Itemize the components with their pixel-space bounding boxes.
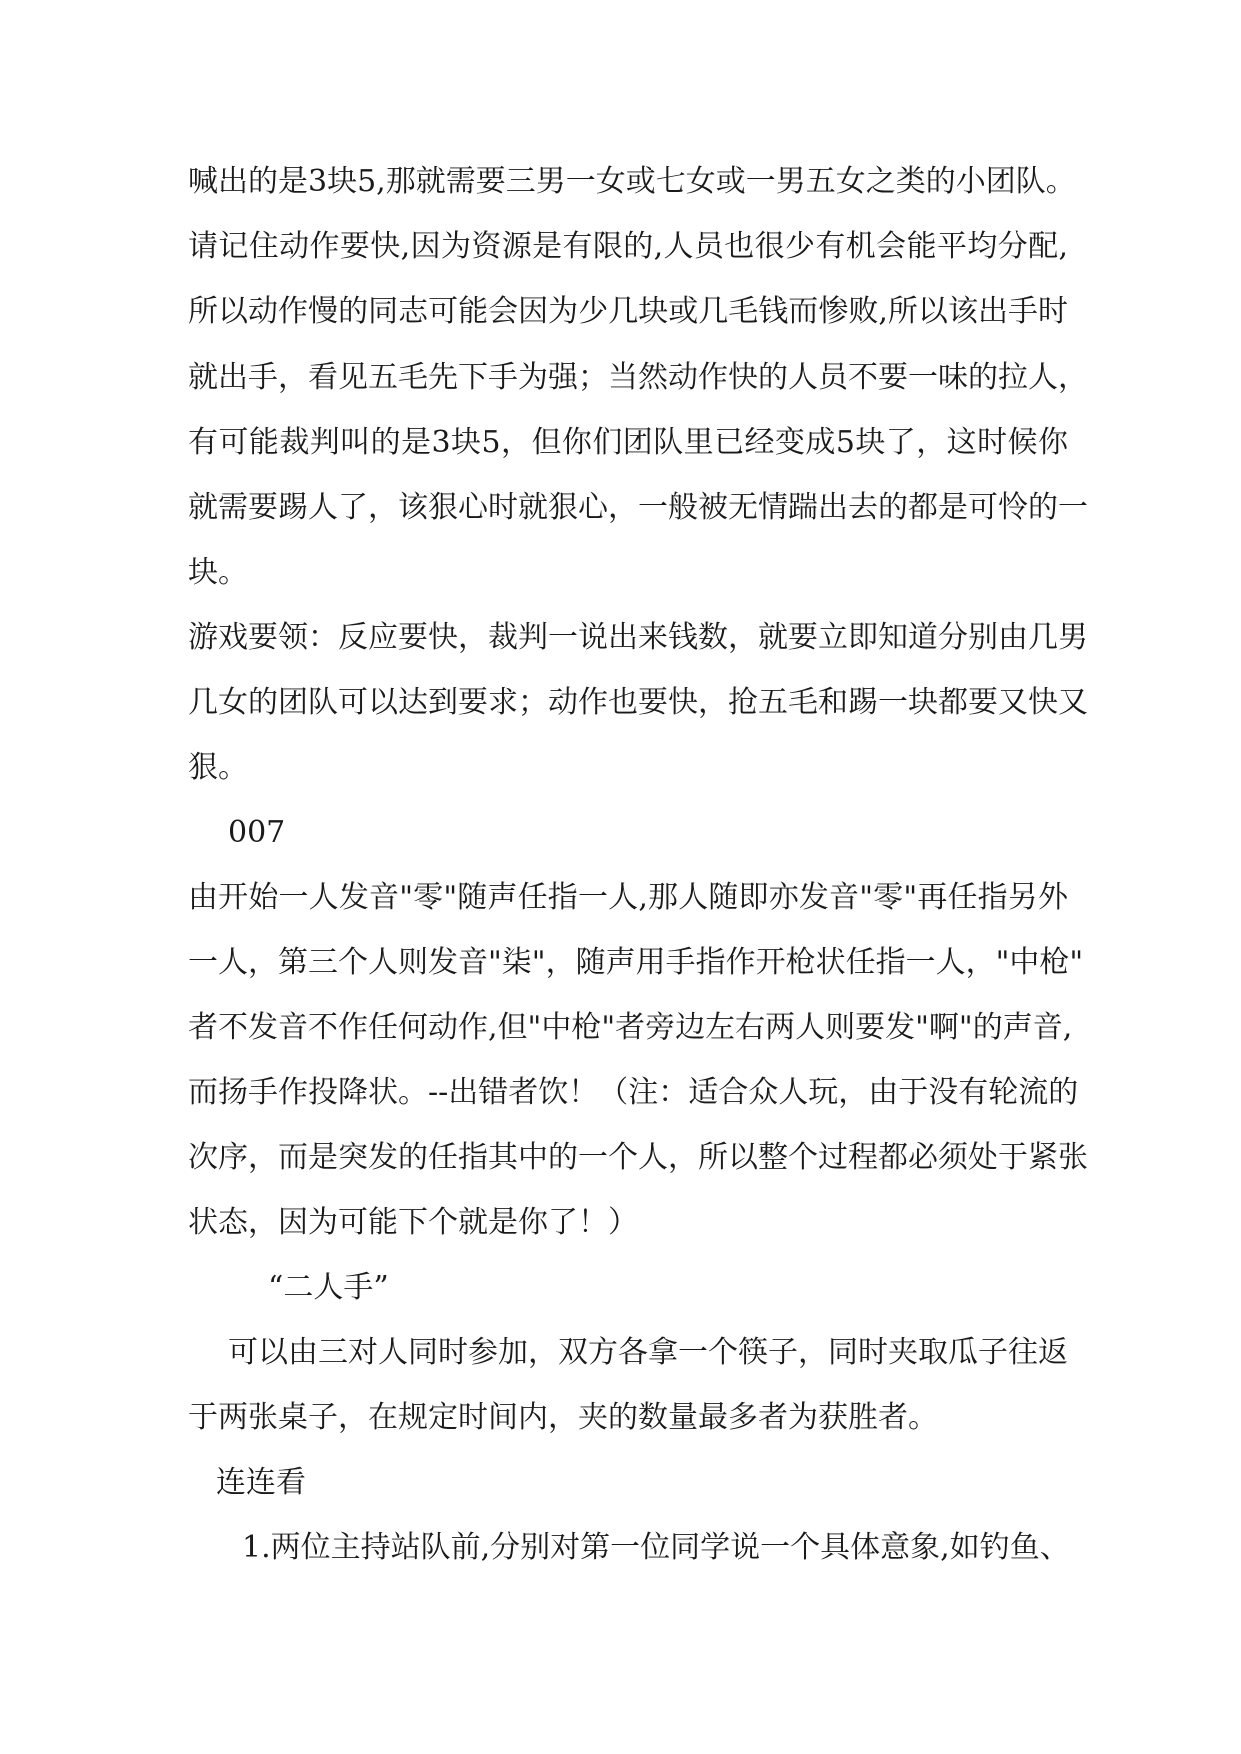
section-heading: 007 [228, 815, 286, 850]
text-line: 可以由三对人同时参加，双方各拿一个筷子，同时夹取瓜子往返 [228, 1335, 1068, 1370]
section-heading: 连连看 [216, 1465, 306, 1500]
text-line: 而扬手作投降状。--出错者饮！（注：适合众人玩，由于没有轮流的 [188, 1075, 1079, 1110]
text-line: 块。 [188, 555, 248, 590]
text-line: 几女的团队可以达到要求；动作也要快，抢五毛和踢一块都要又快又 [188, 685, 1088, 720]
text-line: 者不发音不作任何动作,但"中枪"者旁边左右两人则要发"啊"的声音, [188, 1010, 1073, 1045]
text-line: 于两张桌子，在规定时间内，夹的数量最多者为获胜者。 [188, 1400, 938, 1435]
text-line: 游戏要领：反应要快，裁判一说出来钱数，就要立即知道分别由几男 [188, 620, 1088, 655]
text-line: 就需要踢人了，该狠心时就狠心，一般被无情踹出去的都是可怜的一 [188, 490, 1088, 525]
text-line: 状态，因为可能下个就是你了！） [188, 1205, 638, 1240]
text-line: 次序，而是突发的任指其中的一个人，所以整个过程都必须处于紧张 [188, 1140, 1088, 1175]
text-line: 所以动作慢的同志可能会因为少几块或几毛钱而惨败,所以该出手时 [188, 294, 1068, 329]
section-heading: “二人手” [268, 1270, 389, 1305]
text-line: 有可能裁判叫的是3块5，但你们团队里已经变成5块了，这时候你 [188, 425, 1068, 460]
text-line: 请记住动作要快,因为资源是有限的,人员也很少有机会能平均分配, [188, 229, 1068, 264]
text-line: 由开始一人发音"零"随声任指一人,那人随即亦发音"零"再任指另外 [188, 880, 1068, 915]
text-line: 喊出的是3块5,那就需要三男一女或七女或一男五女之类的小团队。 [188, 164, 1076, 199]
text-line: 1.两位主持站队前,分别对第一位同学说一个具体意象,如钓鱼、 [242, 1530, 1070, 1565]
text-line: 狠。 [188, 750, 248, 785]
text-line: 就出手，看见五毛先下手为强；当然动作快的人员不要一味的拉人， [188, 360, 1088, 395]
text-line: 一人，第三个人则发音"柒"，随声用手指作开枪状任指一人，"中枪" [188, 945, 1084, 980]
